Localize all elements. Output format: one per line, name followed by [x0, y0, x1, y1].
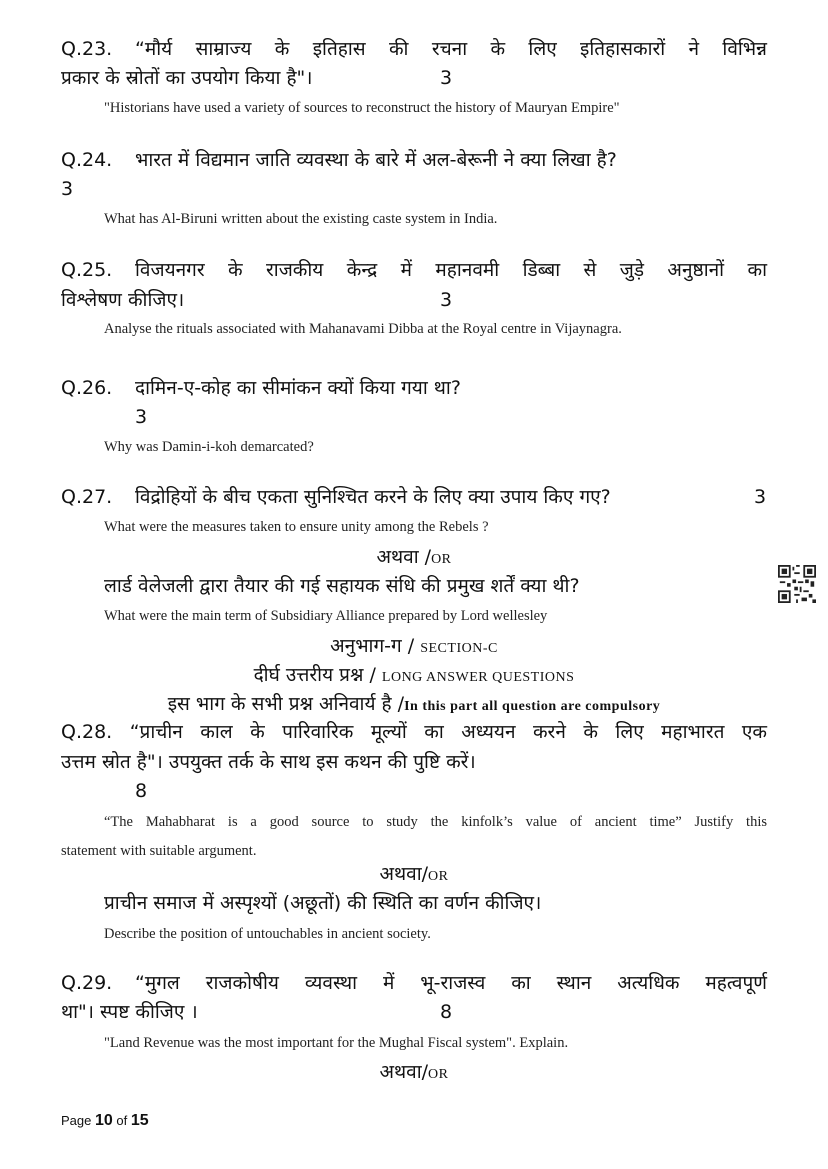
q28-marks: 8: [135, 780, 148, 802]
q25-line2: विश्लेषण कीजिए।: [61, 289, 185, 311]
q23-line1: Q.23. “मौर्य साम्राज्य के इतिहास की रचना के लिए इतिहासकारों ने विभिन्न: [61, 34, 767, 64]
question-number: Q.25.: [61, 259, 113, 281]
q29-marks: 8: [440, 1001, 453, 1023]
q27-marks: 3: [754, 486, 767, 508]
section-note: इस भाग के सभी प्रश्न अनिवार्य है /In this part all question are compulsory: [167, 693, 661, 715]
q28-english-line1: “The Mahabharat is a good source to study the kinfolk’s value of ancient time” Justify this: [104, 814, 767, 830]
q27-line1: Q.27. विद्रोहियों के बीच एकता सुनिश्चित करने के लिए क्या उपाय किए गए?: [61, 482, 611, 512]
q27-alt-hindi: लार्ड वेलेजली द्वारा तैयार की गई सहायक संधि की प्रमुख शर्तें क्या थी?: [104, 575, 580, 597]
question-number: Q.27.: [61, 486, 113, 508]
q23-marks: 3: [440, 67, 453, 89]
question-number: Q.23.: [61, 38, 113, 60]
q26-line1: Q.26. दामिन-ए-कोह का सीमांकन क्यों किया गया था?: [61, 373, 461, 403]
q24-line1: Q.24. भारत में विद्यमान जाति व्यवस्था के बारे में अल-बेरूनी ने क्या लिखा है?: [61, 145, 617, 175]
q26-marks: 3: [135, 406, 148, 428]
q24-marks: 3: [61, 178, 74, 200]
q29-or: अथवा/OR: [379, 1061, 449, 1083]
q27-english: What were the measures taken to ensure unity among the Rebels ?: [104, 519, 489, 535]
q26-english: Why was Damin-i-koh demarcated?: [104, 439, 314, 455]
qr-code-icon: [778, 565, 816, 603]
q24-english: What has Al-Biruni written about the existing caste system in India.: [104, 211, 498, 227]
q28-english-line2: statement with suitable argument.: [61, 843, 257, 859]
q25-english: Analyse the rituals associated with Mahanavami Dibba at the Royal centre in Vijaynagra.: [104, 321, 622, 337]
q28-line2: उत्तम स्रोत है"। उपयुक्त तर्क के साथ इस कथन की पुष्टि करें।: [61, 751, 476, 773]
question-number: Q.29.: [61, 972, 113, 994]
question-number: Q.28.: [61, 721, 113, 743]
question-number: Q.24.: [61, 149, 113, 171]
q29-line1: Q.29. “मुगल राजकोषीय व्यवस्था में भू-राजस्व का स्थान अत्यधिक महत्वपूर्ण: [61, 968, 767, 998]
section-title: अनुभाग-ग / SECTION-C: [330, 635, 498, 657]
q27-alt-english: What were the main term of Subsidiary Alliance prepared by Lord wellesley: [104, 608, 548, 624]
q28-alt-hindi: प्राचीन समाज में अस्पृश्यों (अछूतों) की स्थिति का वर्णन कीजिए।: [104, 892, 542, 914]
q28-alt-english: Describe the position of untouchables in ancient society.: [104, 926, 431, 942]
q29-english: "Land Revenue was the most important for the Mughal Fiscal system". Explain.: [104, 1035, 569, 1051]
q27-or: अथवा /OR: [376, 546, 452, 568]
section-subtitle: दीर्घ उत्तरीय प्रश्न / LONG ANSWER QUESTIONS: [253, 664, 575, 686]
q23-english: "Historians have used a variety of sources to reconstruct the history of Mauryan Empire": [104, 100, 620, 116]
q29-line2: था"। स्पष्ट कीजिए ।: [61, 1001, 198, 1023]
page-footer: Page 10 of 15: [61, 1112, 149, 1129]
q25-marks: 3: [440, 289, 453, 311]
q23-line2: प्रकार के स्रोतों का उपयोग किया है"।: [61, 67, 313, 89]
q28-line1: Q.28. “प्राचीन काल के पारिवारिक मूल्यों का अध्ययन करने के लिए महाभारत एक: [61, 721, 767, 743]
q28-or: अथवा/OR: [379, 863, 449, 885]
q25-line1: Q.25. विजयनगर के राजकीय केन्द्र में महानवमी डिब्बा से जुड़े अनुष्ठानों का: [61, 255, 767, 285]
question-number: Q.26.: [61, 377, 113, 399]
